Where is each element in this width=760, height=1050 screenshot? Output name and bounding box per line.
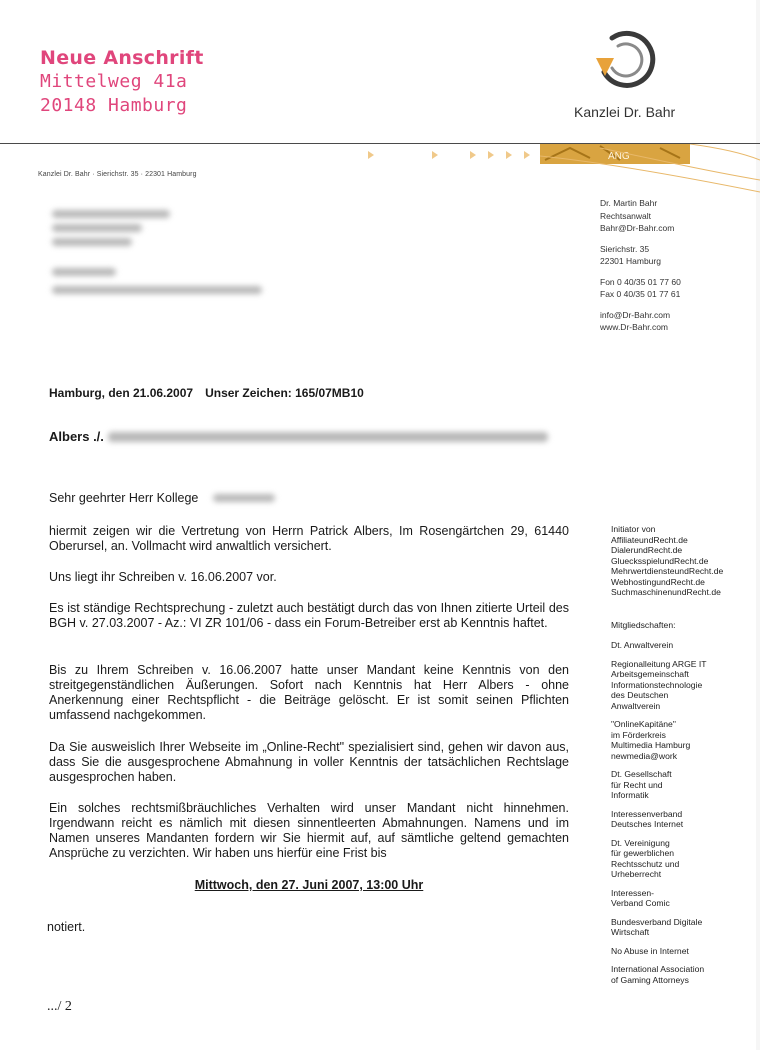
membership-line: of Gaming Attorneys bbox=[611, 974, 689, 985]
contact-name: Dr. Martin Bahr bbox=[600, 198, 658, 208]
membership-item bbox=[611, 640, 751, 651]
stamp-line-1: Neue Anschrift bbox=[40, 47, 204, 69]
salutation-name-redacted bbox=[213, 494, 275, 502]
membership-line: Interessen- bbox=[611, 887, 654, 898]
membership-item bbox=[611, 659, 751, 712]
initiator-line: DialerundRecht.de bbox=[611, 545, 683, 555]
paragraph-6: Ein solches rechtsmißbräuchliches Verhalten wird unser Mandant nicht hinnehmen. Irgendwann reicht es nämlich mit diesen sinnentleerten Abmahnungen. Namens und im Namen unseres Mandanten fordern wir Sie hiermit auf, auf sämtliche geltend gemachten Ansprüche zu verzichten. Wir haben uns hierfür eine Frist bis bbox=[49, 801, 569, 860]
arrow-icon bbox=[432, 151, 438, 159]
arrow-icon bbox=[524, 151, 530, 159]
header-rule bbox=[0, 143, 760, 144]
deadline bbox=[49, 878, 569, 892]
membership-item bbox=[611, 964, 751, 985]
membership-item bbox=[611, 769, 751, 801]
initiator-line: Initiator von bbox=[611, 524, 656, 534]
our-reference: Unser Zeichen: 165/07MB10 bbox=[205, 386, 364, 400]
membership-line: Deutsches Internet bbox=[611, 819, 684, 829]
initiator-line: SuchmaschinenundRecht.de bbox=[611, 587, 721, 597]
membership-line: im Förderkreis bbox=[611, 729, 666, 740]
paragraph-2: Uns liegt ihr Schreiben v. 16.06.2007 vor. bbox=[49, 570, 277, 584]
address-stamp bbox=[40, 46, 204, 118]
membership-line: Verband Comic bbox=[611, 898, 670, 908]
arrow-icon bbox=[368, 151, 374, 159]
initiator-line: GluecksspielundRecht.de bbox=[611, 555, 709, 566]
membership-line: Anwaltverein bbox=[611, 700, 661, 711]
contact-fax: Fax 0 40/35 01 77 61 bbox=[600, 289, 681, 299]
reference-line bbox=[49, 386, 364, 400]
arrow-icon bbox=[506, 151, 512, 159]
redacted-line bbox=[52, 210, 170, 218]
redacted-line bbox=[52, 286, 262, 294]
arrow-icon bbox=[470, 151, 476, 159]
membership-item bbox=[611, 809, 751, 830]
membership-line: International Association bbox=[611, 964, 705, 974]
membership-item bbox=[611, 946, 751, 957]
paragraph-5: Da Sie ausweislich Ihrer Webseite im „Online-Recht" spezialisiert sind, gehen wir davon aus, dass Sie die ausgesprochene Abmahnung in voller Kenntnis der tatsächlichen Rechtslage ausgesprochen haben. bbox=[49, 740, 569, 784]
initiator-line: WebhostingundRecht.de bbox=[611, 576, 705, 587]
redacted-line bbox=[52, 268, 116, 276]
redacted-line bbox=[52, 238, 132, 246]
membership-line: Dt. Vereinigung bbox=[611, 837, 670, 848]
membership-line: für gewerblichen bbox=[611, 848, 675, 858]
stamp-line-3: 20148 Hamburg bbox=[40, 95, 188, 116]
membership-line: Regionalleitung ARGE IT bbox=[611, 658, 707, 669]
initiator-group bbox=[611, 524, 751, 598]
membership-line: "OnlineKapitäne" bbox=[611, 719, 676, 729]
subject-redacted bbox=[108, 432, 548, 442]
initiator-line: AffiliateundRecht.de bbox=[611, 534, 688, 545]
letter-date: Hamburg, den 21.06.2007 bbox=[49, 386, 194, 400]
membership-line: No Abuse in Internet bbox=[611, 945, 689, 956]
contact-phone: Fon 0 40/35 01 77 60 bbox=[600, 276, 681, 287]
membership-item bbox=[611, 838, 751, 880]
contact-city: 22301 Hamburg bbox=[600, 256, 661, 266]
contact-email: Bahr@Dr-Bahr.com bbox=[600, 223, 675, 233]
contact-title: Rechtsanwalt bbox=[600, 210, 652, 221]
membership-item bbox=[611, 917, 751, 938]
membership-line: Dt. Gesellschaft bbox=[611, 769, 672, 779]
membership-line: für Recht und bbox=[611, 779, 663, 790]
memberships-heading: Mitgliedschaften: bbox=[611, 619, 676, 630]
membership-line: Urheberrecht bbox=[611, 869, 662, 879]
paragraph-4: Bis zu Ihrem Schreiben v. 16.06.2007 hatte unser Mandant keine Kenntnis von den streitgegenständlichen Äußerungen. Sofort nach Kenntnis hat Herr Albers - ohne Anerkennung einer Rechtspflicht - die Beiträge gelöscht. Er ist somit seinen Pflichten umfassend nachgekommen. bbox=[49, 663, 569, 722]
membership-item bbox=[611, 888, 751, 909]
membership-item bbox=[611, 719, 751, 761]
membership-line: Multimedia Hamburg bbox=[611, 740, 691, 750]
page-continuation: .../ 2 bbox=[47, 999, 72, 1014]
initiator-line: MehrwertdiensteundRecht.de bbox=[611, 566, 724, 576]
membership-line: Wirtschaft bbox=[611, 927, 650, 937]
paragraph-3: Es ist ständige Rechtsprechung - zuletzt auch bestätigt durch das von Ihnen zitierte Urteil des BGH v. 27.03.2007 - Az.: VI ZR 101/06 - dass ein Forum-Betreiber erst ab Kenntnis haftet. bbox=[49, 601, 569, 630]
membership-line: Interessenverband bbox=[611, 808, 683, 819]
firm-logo-icon bbox=[590, 26, 660, 92]
membership-line: Bundesverband Digitale bbox=[611, 916, 703, 927]
paragraph-1: hiermit zeigen wir die Vertretung von Herrn Patrick Albers, Im Rosengärtchen 29, 61440 Oberursel, an. Vollmacht wird anwaltlich versichert. bbox=[49, 524, 569, 553]
salutation: Sehr geehrter Herr Kollege bbox=[49, 491, 199, 505]
membership-line: newmedia@work bbox=[611, 750, 678, 761]
membership-line: Informatik bbox=[611, 790, 649, 800]
deadline-text: Mittwoch, den 27. Juni 2007, 13:00 Uhr bbox=[194, 878, 424, 892]
closing: notiert. bbox=[47, 920, 86, 934]
membership-line: des Deutschen bbox=[611, 690, 669, 700]
recipient-address-redacted bbox=[52, 206, 282, 302]
contact-web: www.Dr-Bahr.com bbox=[600, 322, 669, 332]
header-band bbox=[0, 140, 760, 200]
membership-line: Informationstechnologie bbox=[611, 679, 703, 690]
contact-street: Sierichstr. 35 bbox=[600, 243, 650, 254]
memberships-column bbox=[611, 524, 751, 993]
band-text: ANG bbox=[608, 151, 630, 162]
redacted-line bbox=[52, 224, 142, 232]
membership-line: Dt. Anwaltverein bbox=[611, 640, 674, 650]
firm-name: Kanzlei Dr. Bahr bbox=[574, 104, 676, 120]
membership-line: Arbeitsgemeinschaft bbox=[611, 669, 689, 679]
contact-info: info@Dr-Bahr.com bbox=[600, 309, 671, 320]
stamp-line-2: Mittelweg 41a bbox=[40, 71, 188, 92]
contact-block bbox=[600, 197, 681, 334]
arrow-icon bbox=[488, 151, 494, 159]
subject-line: Albers ./. bbox=[49, 429, 104, 444]
membership-line: Rechtsschutz und bbox=[611, 858, 680, 869]
sender-line: Kanzlei Dr. Bahr · Sierichstr. 35 · 22301 Hamburg bbox=[38, 171, 197, 178]
